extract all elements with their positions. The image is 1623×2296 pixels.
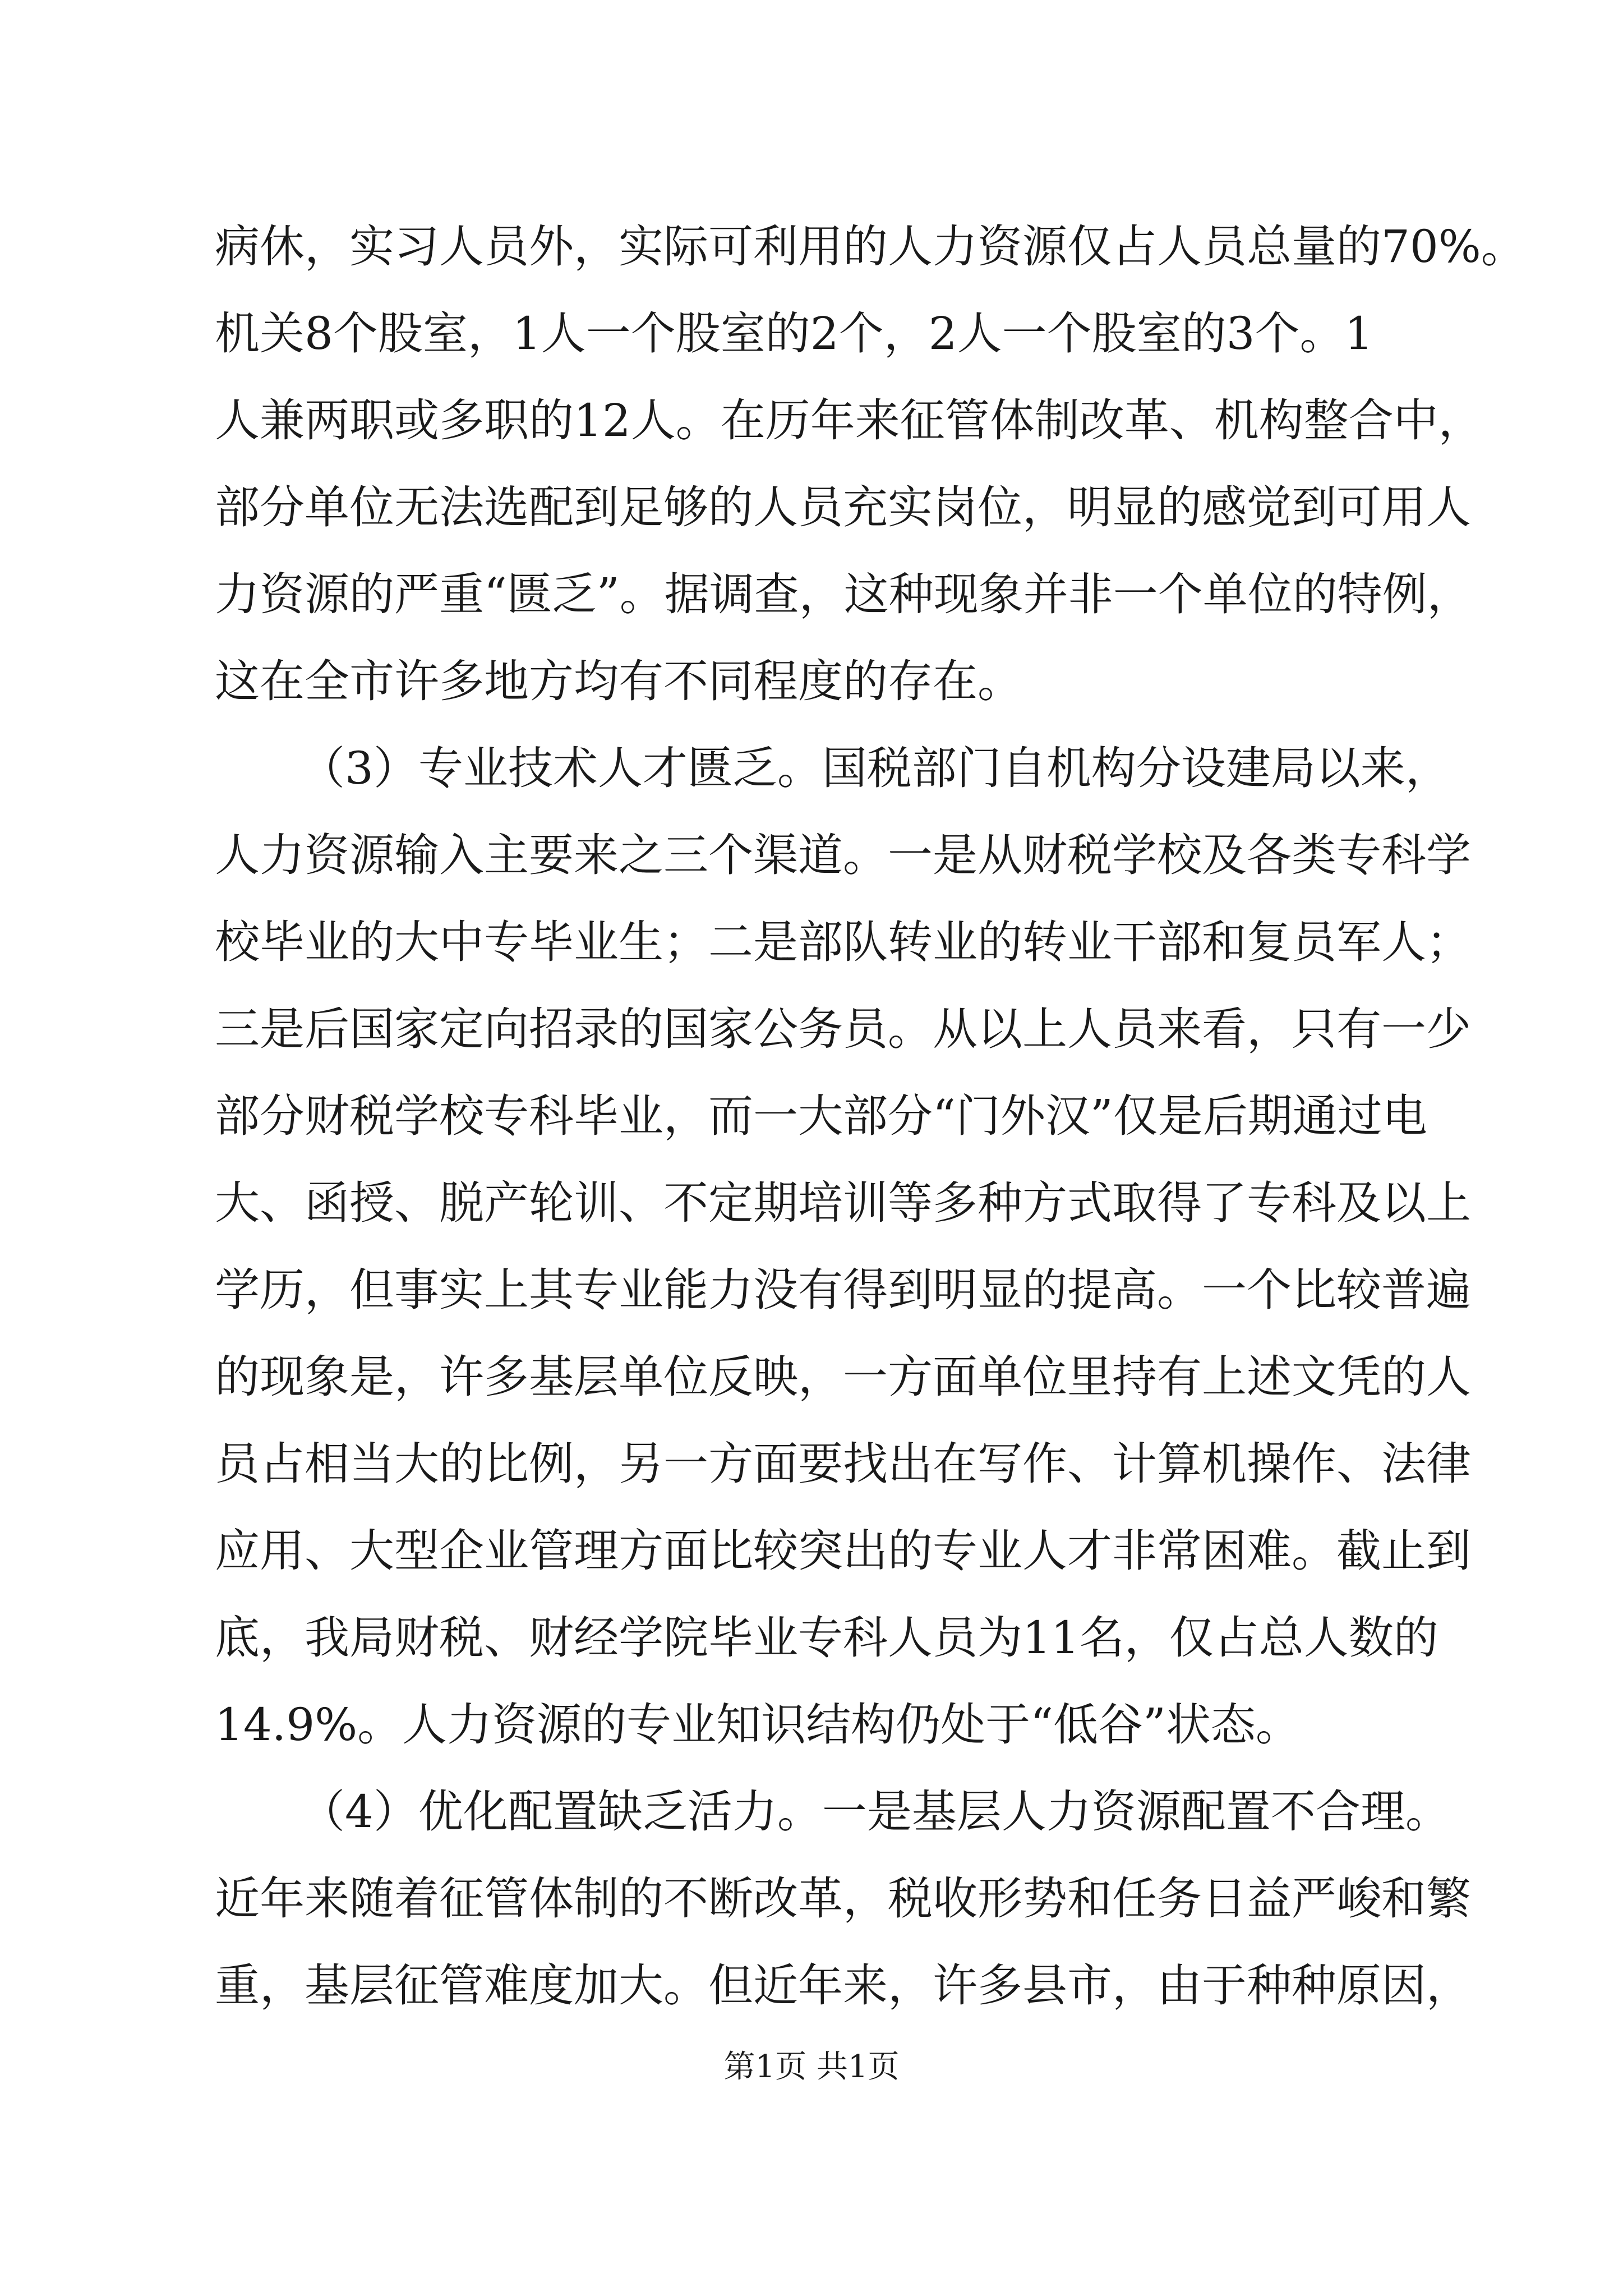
text-line-13: 学历，但事实上其专业能力没有得到明显的提高。一个比较普遍 [215,1264,1471,1316]
paragraph-3-first-line: （3）专业技术人才匮乏。国税部门自机构分设建局以来， [300,742,1450,794]
text-line-20: 近年来随着征管体制的不断改革，税收形势和任务日益严峻和繁 [215,1872,1471,1925]
text-line-4: 部分单位无法选配到足够的人员充实岗位，明显的感觉到可用人 [215,481,1471,533]
paragraph-4-first-line: （4）优化配置缺乏活力。一是基层人力资源配置不合理。 [300,1786,1450,1838]
text-line-2: 机关8个股室，1人一个股室的2个，2人一个股室的3个。1 [215,307,1373,360]
text-line-6: 这在全市许多地方均有不同程度的存在。 [215,655,1022,707]
text-line-11: 部分财税学校专科毕业，而一大部分“门外汉”仅是后期通过电 [215,1090,1427,1142]
text-line-1: 病休，实习人员外，实际可利用的人力资源仅占人员总量的70%。 [215,220,1526,273]
page-footer: 第1页 共1页 [723,2049,900,2085]
text-line-3: 人兼两职或多职的12人。在历年来征管体制改革、机构整合中， [215,394,1483,447]
text-line-14: 的现象是，许多基层单位反映，一方面单位里持有上述文凭的人 [215,1351,1471,1403]
text-line-17: 底，我局财税、财经学院毕业专科人员为11名，仅占总人数的 [215,1612,1438,1664]
text-line-10: 三是后国家定向招录的国家公务员。从以上人员来看，只有一少 [215,1003,1471,1055]
text-line-12: 大、函授、脱产轮训、不定期培训等多种方式取得了专科及以上 [215,1177,1471,1229]
text-line-9: 校毕业的大中专毕业生；二是部队转业的转业干部和复员军人； [215,916,1471,968]
text-line-18: 14.9%。人力资源的专业知识结构仍处于“低谷”状态。 [215,1699,1301,1751]
text-line-21: 重，基层征管难度加大。但近年来，许多县市，由于种种原因， [215,1959,1471,2012]
text-line-15: 员占相当大的比例，另一方面要找出在写作、计算机操作、法律 [215,1438,1471,1490]
text-line-8: 人力资源输入主要来之三个渠道。一是从财税学校及各类专科学 [215,829,1471,881]
text-line-5: 力资源的严重“匮乏”。据调查，这种现象并非一个单位的特例， [215,568,1472,620]
text-line-16: 应用、大型企业管理方面比较突出的专业人才非常困难。截止到 [215,1525,1471,1577]
